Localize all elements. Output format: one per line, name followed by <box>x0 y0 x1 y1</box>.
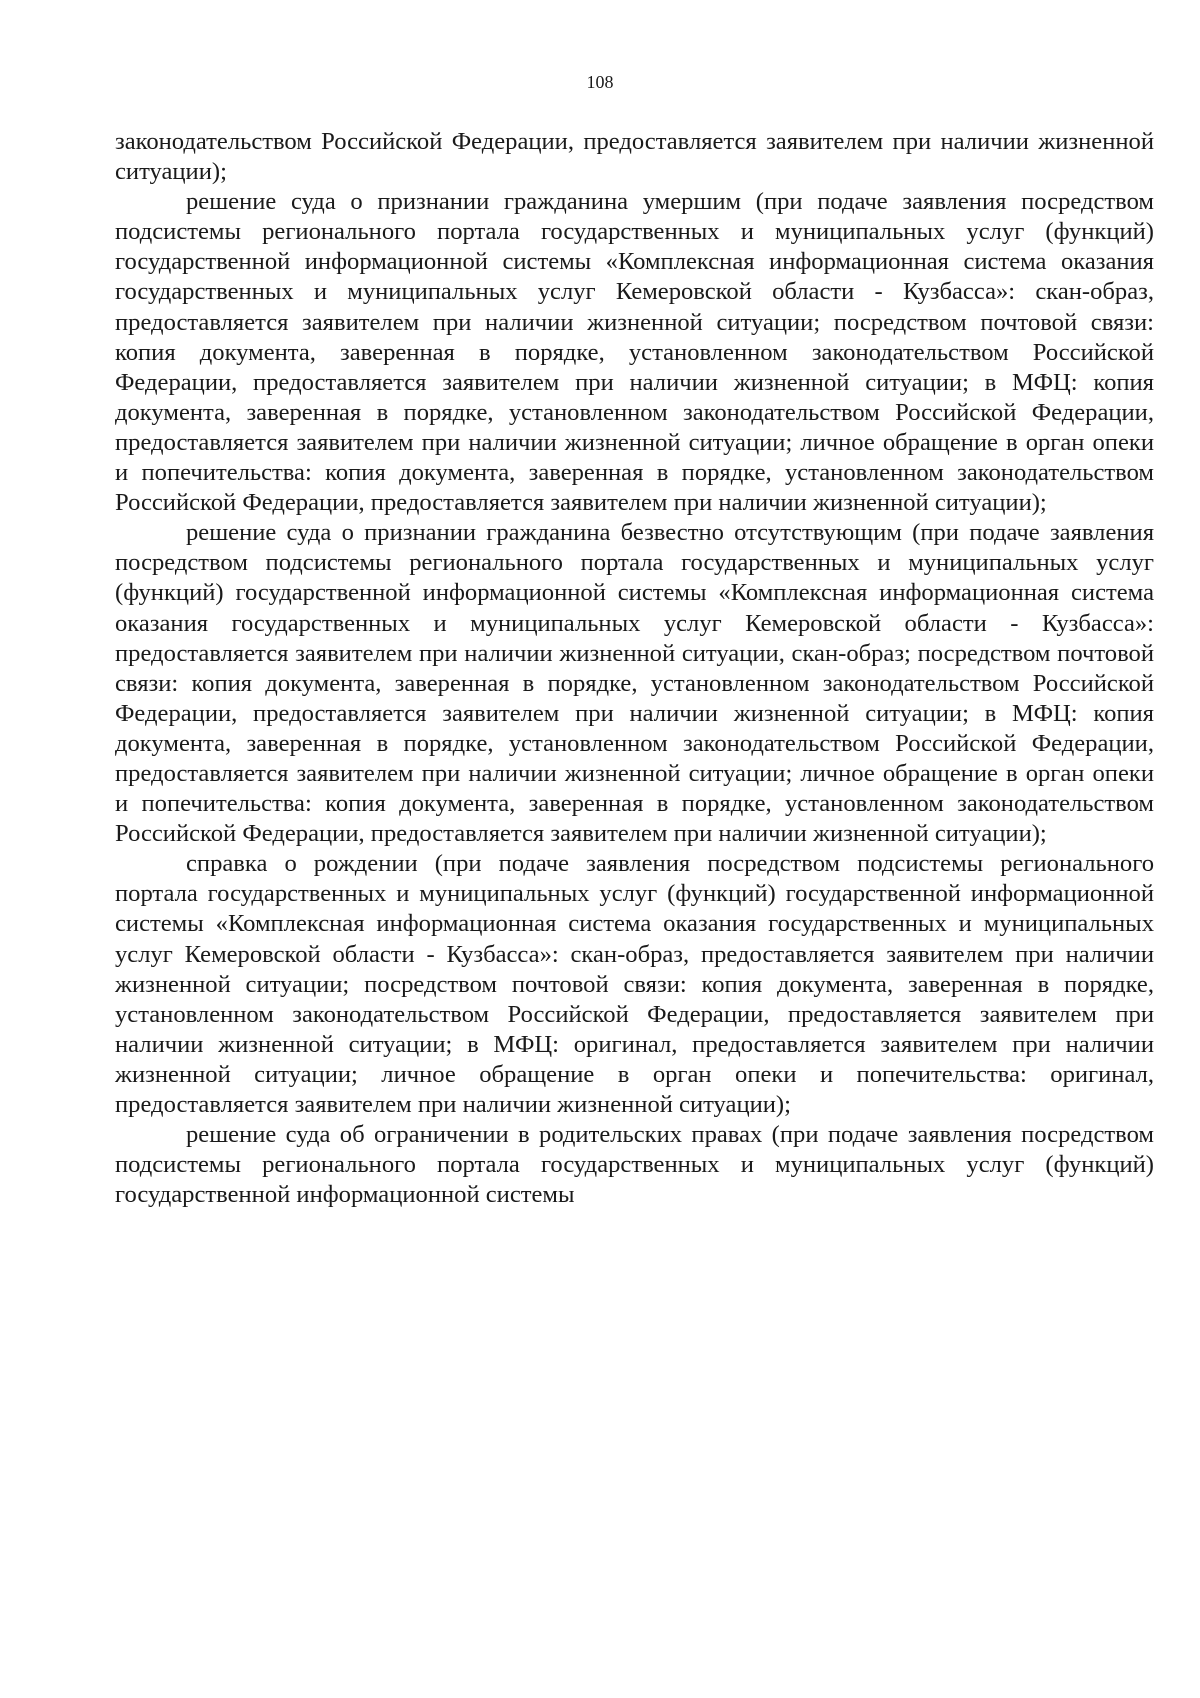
document-body <box>115 127 1154 1210</box>
paragraph-death-ruling: решение суда о признании гражданина умершим (при подаче заявления посредством подсистемы регионального портала государственных и муниципальных услуг (функций) государственной информационной системы «Комплексная информационная система оказания государственных и муниципальных услуг Кемеровской области - Кузбасса»: скан-образ, предоставляется заявителем при наличии жизненной ситуации; посредством почтовой связи: копия документа, заверенная в порядке, установленном законодательством Российской Федерации, предоставляется заявителем при наличии жизненной ситуации; в МФЦ: копия документа, заверенная в порядке, установленном законодательством Российской Федерации, предоставляется заявителем при наличии жизненной ситуации; личное обращение в орган опеки и попечительства: копия документа, заверенная в порядке, установленном законодательством Российской Федерации, предоставляется заявителем при наличии жизненной ситуации); <box>115 188 1154 517</box>
paragraph-birth-certificate: справка о рождении (при подаче заявления посредством подсистемы регионального портала государственных и муниципальных услуг (функций) государственной информационной системы «Комплексная информационная система оказания государственных и муниципальных услуг Кемеровской области - Кузбасса»: скан-образ, предоставляется заявителем при наличии жизненной ситуации; посредством почтовой связи: копия документа, заверенная в порядке, установленном законодательством Российской Федерации, предоставляется заявителем при наличии жизненной ситуации; в МФЦ: оригинал, предоставляется заявителем при наличии жизненной ситуации; личное обращение в орган опеки и попечительства: оригинал, предоставляется заявителем при наличии жизненной ситуации); <box>115 850 1154 1118</box>
paragraph-continuation: законодательством Российской Федерации, предоставляется заявителем при наличии жизненной ситуации); <box>115 128 1154 186</box>
paragraph-missing-person-ruling: решение суда о признании гражданина безвестно отсутствующим (при подаче заявления посредством подсистемы регионального портала государственных и муниципальных услуг (функций) государственной информационной системы «Комплексная информационная система оказания государственных и муниципальных услуг Кемеровской области - Кузбасса»: предоставляется заявителем при наличии жизненной ситуации, скан-образ; посредством почтовой связи: копия документа, заверенная в порядке, установленном законодательством Российской Федерации, предоставляется заявителем при наличии жизненной ситуации; в МФЦ: копия документа, заверенная в порядке, установленном законодательством Российской Федерации, предоставляется заявителем при наличии жизненной ситуации; личное обращение в орган опеки и попечительства: копия документа, заверенная в порядке, установленном законодательством Российской Федерации, предоставляется заявителем при наличии жизненной ситуации); <box>115 519 1154 848</box>
paragraph-parental-rights-restriction: решение суда об ограничении в родительских правах (при подаче заявления посредством подсистемы регионального портала государственных и муниципальных услуг (функций) государственной информационной системы <box>115 1121 1154 1209</box>
page-number: 108 <box>586 72 614 92</box>
